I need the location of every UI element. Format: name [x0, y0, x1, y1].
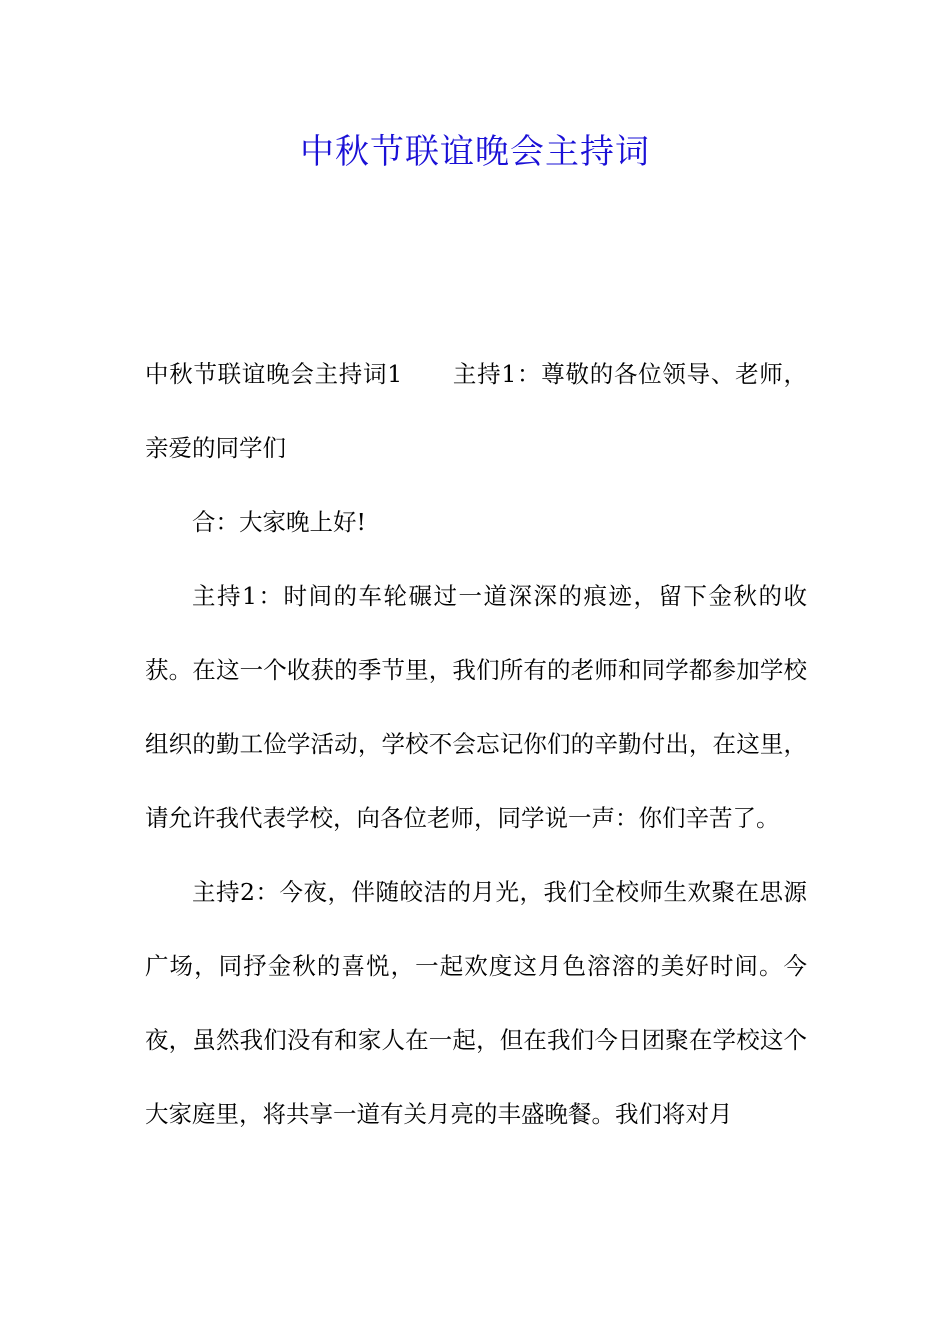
document-title: 中秋节联谊晚会主持词 [300, 132, 650, 172]
paragraph-intro-text: 主持1：尊敬的各位领导、老师，亲爱的同学们 [145, 360, 808, 462]
paragraph-host2: 主持2：今夜，伴随皎洁的月光，我们全校师生欢聚在思源广场，同抒金秋的喜悦，一起欢度这月色溶溶的美好时间。今夜，虽然我们没有和家人在一起，但在我们今日团聚在学校这个大家庭里，将共享一道有关月亮的丰盛晚餐。我们将对月 [145, 878, 807, 1128]
paragraph-intro [145, 337, 807, 485]
section-heading: 中秋节联谊晚会主持词1 [145, 360, 403, 388]
paragraph-greeting: 合：大家晚上好! [192, 508, 366, 536]
document-body [145, 337, 807, 1151]
paragraph-host1: 主持1：时间的车轮碾过一道深深的痕迹，留下金秋的收获。在这一个收获的季节里，我们所有的老师和同学都参加学校组织的勤工俭学活动，学校不会忘记你们的辛勤付出，在这里，请允许我代表学校，向各位老师，同学说一声：你们辛苦了。 [145, 582, 807, 832]
